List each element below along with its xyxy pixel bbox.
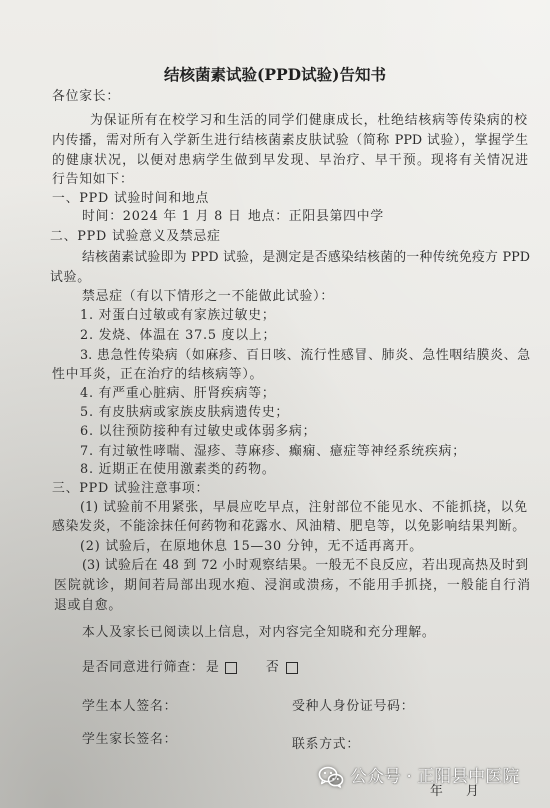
note-line: (2) 试验后，在原地休息 15—30 分钟，无不适再离开。 — [80, 539, 423, 554]
contraindication-item: 7. 有过敏性哮喘、湿疹、荨麻疹、癫痫、癔症等神经系统疾病； — [80, 444, 466, 459]
student-signature-label: 学生本人签名： — [82, 699, 178, 714]
note-line: (1) 试验前不用紧张，早晨应吃早点，注射部位不能见水、不能抓挠，以免 — [80, 500, 527, 515]
section3-heading: 三、PPD 试验注意事项： — [52, 481, 210, 496]
section1-heading: 一、PPD 试验时间和地点 — [52, 191, 210, 206]
salutation: 各位家长： — [52, 89, 120, 104]
contraindication-item-continued: 性中耳炎，正在治疗的结核病等）。 — [52, 367, 264, 382]
contraindications-title: 禁忌症（有以下情形之一不能做此试验）： — [82, 289, 334, 304]
contraindication-item: 4. 有严重心脏病、肝肾疾病等； — [80, 386, 276, 401]
meaning-line: 结核菌素试验即为 PPD 试验，是测定是否感染结核菌的一种传统免疫方 PPD — [82, 250, 530, 265]
note-line: (3) 试验后在 48 到 72 小时观察结果。一般无不良反应，若出现高热及时到 — [82, 558, 528, 573]
test-time: 时间：2024 年 1 月 8 日 — [82, 209, 242, 224]
contraindication-item: 2. 发烧、体温在 37.5 度以上； — [80, 328, 277, 343]
contraindication-item: 3. 患急性传染病（如麻疹、百日咳、流行性感冒、肺炎、急性咽结膜炎、急 — [80, 348, 530, 363]
intro-line: 的健康状况，以便对患病学生做到早发现、早治疗、早干预。现将有关情况进 — [52, 153, 528, 168]
contraindication-item: 5. 有皮肤病或家族皮肤病遗传史； — [80, 405, 290, 420]
contact-label: 联系方式： — [292, 737, 360, 752]
contraindication-item: 8. 近期正在使用激素类的药物。 — [80, 462, 276, 477]
acknowledgement: 本人及家长已阅读以上信息，对内容完全知晓和充分理解。 — [82, 625, 436, 640]
note-line: 医院就诊，期间若局部出现水疱、浸润或溃疡，不能用手抓挠，一般能自行消 — [54, 578, 530, 593]
date-year-label: 年 — [430, 784, 444, 799]
wechat-icon — [318, 766, 344, 788]
date-month-label: 月 — [466, 784, 480, 799]
contraindication-item: 1. 对蛋白过敏或有家族过敏史； — [80, 308, 276, 323]
watermark — [318, 766, 519, 788]
intro-line: 为保证所有在校学习和生活的同学们健康成长，杜绝结核病等传染病的校 — [90, 113, 527, 128]
consent-yes-label: 是 — [206, 660, 220, 675]
consent-no-checkbox[interactable] — [286, 662, 298, 674]
parent-signature-label: 学生家长签名： — [82, 732, 178, 747]
consent-yes-checkbox[interactable] — [225, 662, 237, 674]
intro-line: 内传播，需对所有入学新生进行结核菌素皮肤试验（简称 PPD 试验），掌握学生 — [52, 133, 528, 148]
note-line: 感染发炎，不能涂抹任何药物和花露水、风油精、肥皂等，以免影响结果判断。 — [52, 519, 525, 534]
note-line: 退或自愈。 — [54, 598, 122, 613]
document-title: 结核菌素试验(PPD试验)告知书 — [164, 65, 386, 84]
contraindication-item: 6. 以往预防接种有过敏史或体弱多病； — [80, 424, 317, 439]
consent-question: 是否同意进行筛查： — [82, 660, 205, 675]
test-place: 地点：正阳县第四中学 — [248, 209, 384, 224]
watermark-text: 公众号 · 正阳县中医院 — [350, 767, 520, 787]
consent-no-label: 否 — [266, 660, 280, 675]
id-number-label: 受种人身份证号码： — [292, 699, 415, 714]
section2-heading: 二、PPD 试验意义及禁忌症 — [50, 229, 221, 244]
intro-line: 行告知如下： — [52, 172, 134, 187]
meaning-line: 试验。 — [50, 270, 91, 285]
